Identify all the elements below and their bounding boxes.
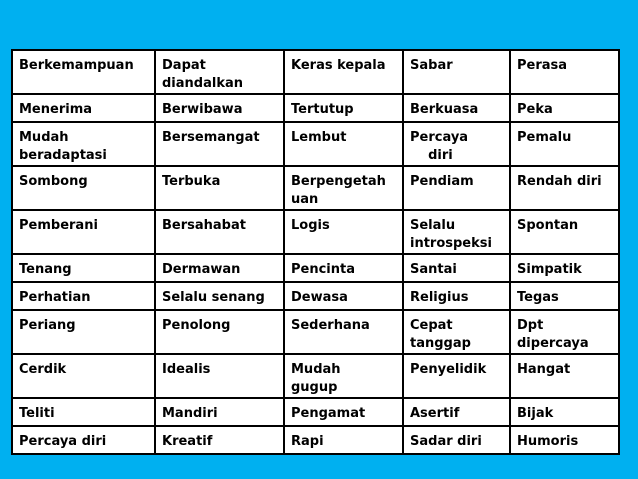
table-cell: Sombong: [12, 166, 155, 210]
table-row: [12, 310, 619, 354]
table-cell: Rapi: [284, 426, 403, 454]
table-cell: Terbuka: [155, 166, 284, 210]
table-cell: Rendah diri: [510, 166, 619, 210]
table-cell: Dapat diandalkan: [155, 50, 284, 94]
table-cell: Tegas: [510, 282, 619, 310]
table-cell: Logis: [284, 210, 403, 254]
table-cell: Bersemangat: [155, 122, 284, 166]
table-cell: Bijak: [510, 398, 619, 426]
table-cell: Pendiam: [403, 166, 510, 210]
table-row: [12, 50, 619, 94]
table-cell: Dermawan: [155, 254, 284, 282]
table-cell: Percaya diri: [12, 426, 155, 454]
table-cell: Idealis: [155, 354, 284, 398]
table-cell: Pencinta: [284, 254, 403, 282]
table-row: [12, 398, 619, 426]
table-cell: Sadar diri: [403, 426, 510, 454]
table-cell: Mudah beradaptasi: [12, 122, 155, 166]
table-cell: Dewasa: [284, 282, 403, 310]
table-cell: Lembut: [284, 122, 403, 166]
table-cell: Selalu introspeksi: [403, 210, 510, 254]
table-cell: Humoris: [510, 426, 619, 454]
table-row: [12, 282, 619, 310]
table-cell: Dpt dipercaya: [510, 310, 619, 354]
table-cell: Cerdik: [12, 354, 155, 398]
table-cell: Mudah gugup: [284, 354, 403, 398]
table-cell: Cepat tanggap: [403, 310, 510, 354]
table-cell: Penyelidik: [403, 354, 510, 398]
table-cell: Asertif: [403, 398, 510, 426]
table-cell: Keras kepala: [284, 50, 403, 94]
table-cell: Religius: [403, 282, 510, 310]
trait-table-sheet: [11, 49, 618, 449]
table-cell: Teliti: [12, 398, 155, 426]
table-cell: Perhatian: [12, 282, 155, 310]
table-cell: Sederhana: [284, 310, 403, 354]
table-cell: Menerima: [12, 94, 155, 122]
table-cell: Mandiri: [155, 398, 284, 426]
table-cell: Spontan: [510, 210, 619, 254]
table-row: [12, 254, 619, 282]
table-cell: Tenang: [12, 254, 155, 282]
table-cell: Perasa: [510, 50, 619, 94]
table-cell: Bersahabat: [155, 210, 284, 254]
table-cell: Percaya diri: [403, 122, 510, 166]
table-cell: Penolong: [155, 310, 284, 354]
table-cell: Selalu senang: [155, 282, 284, 310]
table-cell: Berwibawa: [155, 94, 284, 122]
table-cell: Pemberani: [12, 210, 155, 254]
table-row: [12, 94, 619, 122]
table-cell: Tertutup: [284, 94, 403, 122]
table-cell: Peka: [510, 94, 619, 122]
table-cell: Berpengetah uan: [284, 166, 403, 210]
table-cell: Santai: [403, 254, 510, 282]
table-cell: Hangat: [510, 354, 619, 398]
table-cell: Simpatik: [510, 254, 619, 282]
table-cell: Sabar: [403, 50, 510, 94]
table-row: [12, 354, 619, 398]
table-cell: Pengamat: [284, 398, 403, 426]
trait-table: [11, 49, 620, 455]
table-cell: Berkemampuan: [12, 50, 155, 94]
table-row: [12, 210, 619, 254]
table-cell: Berkuasa: [403, 94, 510, 122]
table-cell: Periang: [12, 310, 155, 354]
table-cell: Kreatif: [155, 426, 284, 454]
table-row: [12, 166, 619, 210]
table-row: [12, 426, 619, 454]
table-row: [12, 122, 619, 166]
table-cell: Pemalu: [510, 122, 619, 166]
